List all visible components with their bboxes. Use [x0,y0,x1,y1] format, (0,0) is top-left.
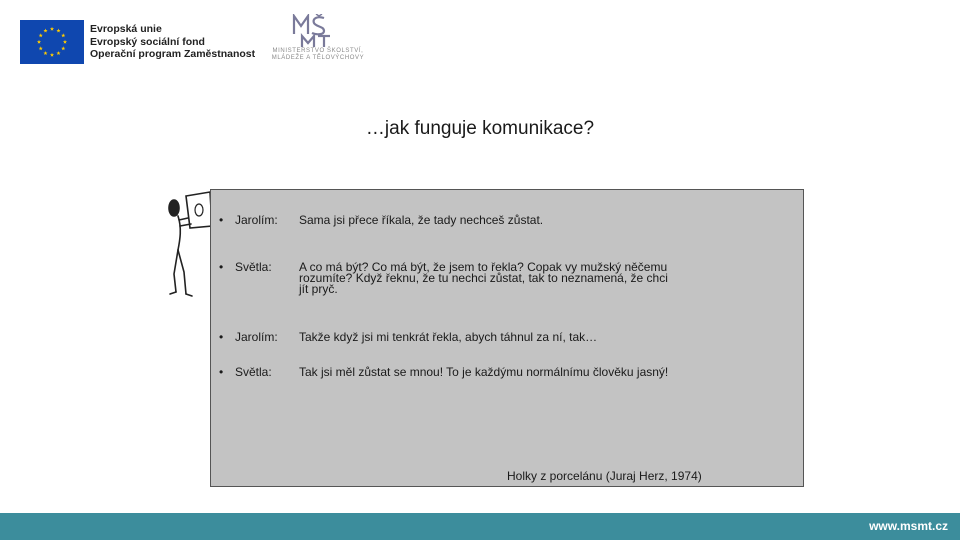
eu-star-icon [61,46,65,50]
speech-text: Tak jsi měl zůstat se mnou! To je každýmu normálnímu člověku jasný! [299,365,669,379]
speaker-name: Světla: [235,365,272,379]
footer-url: www.msmt.cz [869,519,948,533]
speaker-name: Jarolím: [235,330,278,344]
msmt-logo-line: MINISTERSTVO ŠKOLSTVÍ, [272,48,364,54]
msmt-logo [266,14,370,66]
speech-text: A co má být? Co má být, že jsem to řekla? Copak vy mužský něčemu rozumíte? Když řeknu, že tu nechci zůstat, tak to neznamená, že chci jít pryč. [299,260,668,296]
eu-star-icon [50,53,54,57]
speech-text: Takže když jsi mi tenkrát řekla, abych táhnul za ní, tak… [299,330,598,344]
eu-logo-text [90,23,255,61]
dialogue-item [219,332,779,343]
eu-star-icon [56,29,60,33]
eu-star-icon [61,33,65,37]
eu-star-icon [39,46,43,50]
eu-star-icon [56,51,60,55]
eu-logo-line: Operační program Zaměstnanost [90,48,256,61]
speaker-name: Světla: [235,260,272,274]
eu-flag-icon [20,20,84,64]
bullet: • [219,260,224,274]
eu-star-icon [37,40,41,44]
eu-star-icon [43,29,47,33]
dialogue-item [219,367,709,378]
page-title: …jak funguje komunikace? [365,118,595,139]
bullet: • [219,330,224,344]
eu-star-icon [43,51,47,55]
eu-logo [20,20,255,64]
bullet: • [219,213,224,227]
speech-text: Sama jsi přece říkala, že tady nechceš zůstat. [299,213,544,227]
msmt-logo-line: MLÁDEŽE A TĚLOVÝCHOVY [271,55,365,61]
dialogue-box [210,189,804,487]
source-citation: Holky z porcelánu (Juraj Herz, 1974) [507,469,702,483]
eu-logo-line: Evropská unie [90,23,162,36]
msmt-monogram-icon [266,14,370,48]
dialogue-item [219,262,679,295]
eu-star-icon [63,40,67,44]
eu-logo-line: Evropský sociální fond [90,35,205,48]
eu-star-icon [50,27,54,31]
eu-star-icon [39,33,43,37]
stick-figure-icon [164,188,216,300]
bullet: • [219,365,224,379]
speaker-name: Jarolím: [235,213,278,227]
dialogue-item [219,215,779,226]
footer-bar [0,513,960,540]
